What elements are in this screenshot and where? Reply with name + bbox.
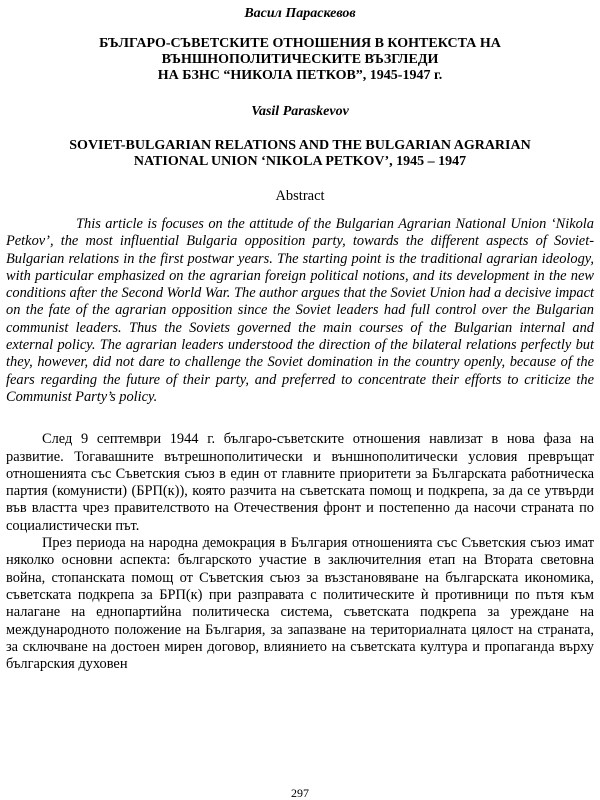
body-paragraph: След 9 септември 1944 г. българо-съветските отношения навлизат в нова фаза на развитие. Тогавашните вътрешнополитически и външнополитически условия превръщат отношенията със Съветския съюз в един от главните приоритети за Българската работническа партия (комунисти) (БРП(к)), която разчита на съветската помощ и подкрепа, за да се утвърди във властта чрез правителството на Отечествения фронт и постепенно да насочи страната по социалистически път.: [6, 431, 594, 534]
author-name-bulgarian: Васил Параскевов: [244, 6, 356, 21]
title-line: ВЪНШНОПОЛИТИЧЕСКИТЕ ВЪЗГЛЕДИ: [161, 52, 439, 67]
page-number: 297: [291, 786, 309, 800]
abstract-heading: Abstract: [275, 188, 325, 204]
article-title-english: [6, 138, 594, 170]
body-paragraph: През периода на народна демокрация в България отношенията със Съветския съюз имат няколко основни аспекта: българското участие в заключителния етап на Втората световна война, стопанската помощ от Съветския съюз за възстановяване на българската икономика, съветската подкрепа за БРП(к) при разправата с политическите ѝ противници по пътя към налагане на еднопартийна политическа система, съветската подкрепа за уреждане на международното положение на България, за запазване на териториалната цялост на страната, за сключване на достоен мирен договор, влиянието на съветската култура и пропаганда върху българския духовен: [6, 535, 594, 673]
title-line: БЪЛГАРО-СЪВЕТСКИТЕ ОТНОШЕНИЯ В КОНТЕКСТА НА: [99, 36, 501, 51]
title-line: НА БЗНС “НИКОЛА ПЕТКОВ”, 1945-1947 г.: [157, 68, 443, 83]
article-title-bulgarian: [6, 36, 594, 84]
title-line: SOVIET-BULGARIAN RELATIONS AND THE BULGARIAN AGRARIAN: [69, 138, 531, 153]
author-name-english: Vasil Paraskevov: [251, 104, 349, 119]
title-line: NATIONAL UNION ‘NIKOLA PETKOV’, 1945 – 1947: [133, 154, 467, 169]
abstract-text: This article is focuses on the attitude of the Bulgarian Agrarian National Union ‘Nikola Petkov’, the most influential Bulgaria opposition party, towards the different aspects of Soviet-Bulgarian relations in the first postwar years. The starting point is the traditional agrarian ideology, with particular emphasized on the agrarian foreign political notions, and its development in the new conditions after the Second World War. The author argues that the Soviet Union had a decisive impact on the fate of the agrarian opposition since the Soviet leaders had full control over the Bulgarian communist leaders. Thus the Soviets governed the main courses of the Bulgarian internal and external policy. The agrarian leaders understood the direction of the bilateral relations perfectly but they, however, did not dare to challenge the Soviet domination in the country openly, because of the fears regarding the future of their party, and preferred to concentrate their efforts to criticize the Communist Party’s policy.: [6, 216, 594, 405]
